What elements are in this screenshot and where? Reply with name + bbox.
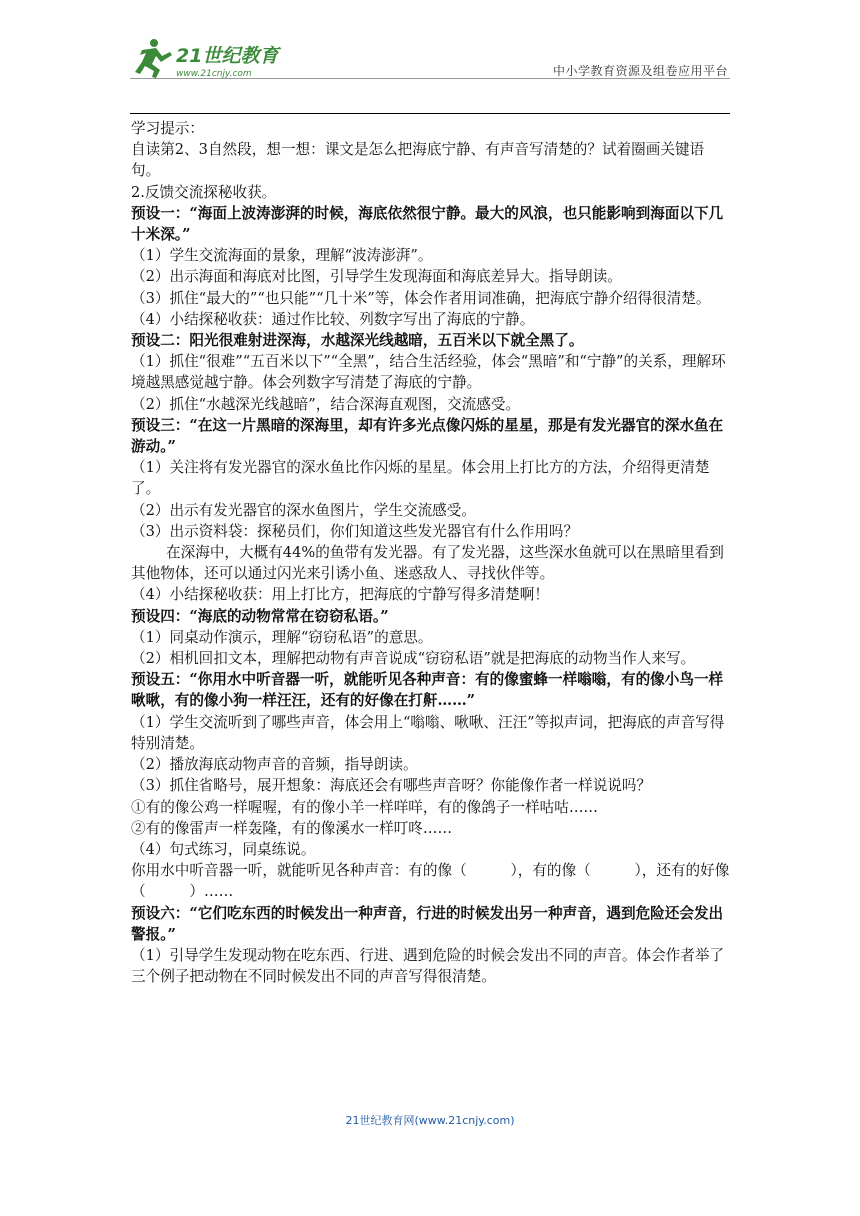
text-paragraph: 在深海中，大概有44%的鱼带有发光器。有了发光器，这些深水鱼就可以在黑暗里看到其他物体，还可以通过闪光来引诱小鱼、迷惑敌人、寻找伙伴等。 bbox=[131, 544, 724, 583]
text-paragraph: （2）相机回扣文本，理解把动物有声音说成“窃窃私语”就是把海底的动物当作人来写。 bbox=[131, 650, 696, 668]
text-paragraph: （3）抓住“最大的”“也只能”“几十米”等，体会作者用词准确，把海底宁静介绍得很清楚。 bbox=[131, 289, 711, 307]
preset-heading: 预设一：“海面上波涛澎湃的时候，海底依然很宁静。最大的风浪，也只能影响到海面以下几十米深。” bbox=[131, 204, 724, 244]
text-paragraph: （1）关注将有发光器官的深水鱼比作闪烁的星星。体会用上打比方的方法，介绍得更清楚了。 bbox=[131, 459, 710, 498]
text-paragraph: ②有的像雷声一样轰隆，有的像溪水一样叮咚…… bbox=[131, 819, 453, 837]
page-header bbox=[130, 38, 730, 118]
text-paragraph: （1）学生交流海面的景象，理解“波涛澎湃”。 bbox=[131, 247, 433, 265]
text-paragraph: （1）引导学生发现动物在吃东西、行进、遇到危险的时候会发出不同的声音。体会作者举了三个例子把动物在不同时候发出不同的声音写得很清楚。 bbox=[131, 946, 725, 986]
text-paragraph: 2.反馈交流探秘收获。 bbox=[131, 183, 277, 201]
header-thin-divider bbox=[130, 78, 730, 79]
footer-link[interactable]: 21世纪教育网(www.21cnjy.com) bbox=[345, 1114, 515, 1127]
text-paragraph: （3）抓住省略号，展开想象：海底还会有哪些声音呀？你能像作者一样说说吗？ bbox=[131, 777, 652, 795]
text-paragraph: 学习提示： bbox=[131, 120, 204, 137]
text-paragraph: 你用水中听音器一听，就能听见各种声音：有的像（ ），有的像（ ），还有的好像（ ）…… bbox=[131, 862, 730, 901]
preset-heading: 预设二：阳光很难射进深海，水越深光线越暗，五百米以下就全黑了。 bbox=[131, 332, 584, 350]
header-thick-divider bbox=[130, 113, 730, 114]
text-paragraph: （4）小结探秘收获：用上打比方，把海底的宁静写得多清楚啊！ bbox=[131, 586, 549, 604]
preset-heading: 预设三：“在这一片黑暗的深海里，却有许多光点像闪烁的星星，那是有发光器官的深水鱼在游动。” bbox=[131, 416, 724, 456]
preset-heading: 预设五：“你用水中听音器一听，就能听见各种声音：有的像蜜蜂一样嗡嗡，有的像小鸟一样啾啾，有的像小狗一样汪汪，还有的好像在打鼾……” bbox=[131, 671, 724, 710]
preset-heading: 预设四：“海底的动物常常在窃窃私语。” bbox=[131, 607, 389, 625]
text-paragraph: （1）学生交流听到了哪些声音，体会用上“嗡嗡、啾啾、汪汪”等拟声词，把海底的声音写得特别清楚。 bbox=[131, 713, 725, 752]
logo-main-text: 21世纪教育 bbox=[176, 45, 279, 67]
lesson-content bbox=[131, 118, 731, 987]
text-paragraph: （2）出示有发光器官的深水鱼图片，学生交流感受。 bbox=[131, 501, 476, 519]
runner-icon bbox=[135, 39, 172, 78]
platform-name: 中小学教育资源及组卷应用平台 bbox=[552, 64, 728, 78]
text-paragraph: 自读第2、3自然段，想一想：课文是怎么把海底宁静、有声音写清楚的？试着圈画关键语句。 bbox=[131, 141, 705, 180]
text-paragraph: ①有的像公鸡一样喔喔，有的像小羊一样咩咩，有的像鸽子一样咕咕…… bbox=[131, 798, 599, 816]
text-paragraph: （1）抓住“很难”“五百米以下”“全黑”，结合生活经验，体会“黑暗”和“宁静”的关系，理解环境越黑感觉越宁静。体会列数字写清楚了海底的宁静。 bbox=[131, 353, 726, 392]
text-paragraph: （1）同桌动作演示，理解“窃窃私语”的意思。 bbox=[131, 628, 433, 646]
logo-url-text: www.21cnjy.com bbox=[176, 69, 252, 79]
preset-heading: 预设六：“它们吃东西的时候发出一种声音，行进的时候发出另一种声音，遇到危险还会发出警报。” bbox=[131, 904, 724, 943]
text-paragraph: （4）小结探秘收获：通过作比较、列数字写出了海底的宁静。 bbox=[131, 310, 535, 328]
text-paragraph: （2）抓住“水越深光线越暗”，结合深海直观图，交流感受。 bbox=[131, 395, 521, 413]
text-paragraph: （4）句式练习，同桌练说。 bbox=[131, 840, 316, 858]
text-paragraph: （2）播放海底动物声音的音频，指导朗读。 bbox=[131, 756, 418, 774]
logo bbox=[130, 38, 290, 82]
text-paragraph: （2）出示海面和海底对比图，引导学生发现海面和海底差异大。指导朗读。 bbox=[131, 268, 622, 286]
text-paragraph: （3）出示资料袋：探秘员们，你们知道这些发光器官有什么作用吗？ bbox=[131, 522, 579, 540]
